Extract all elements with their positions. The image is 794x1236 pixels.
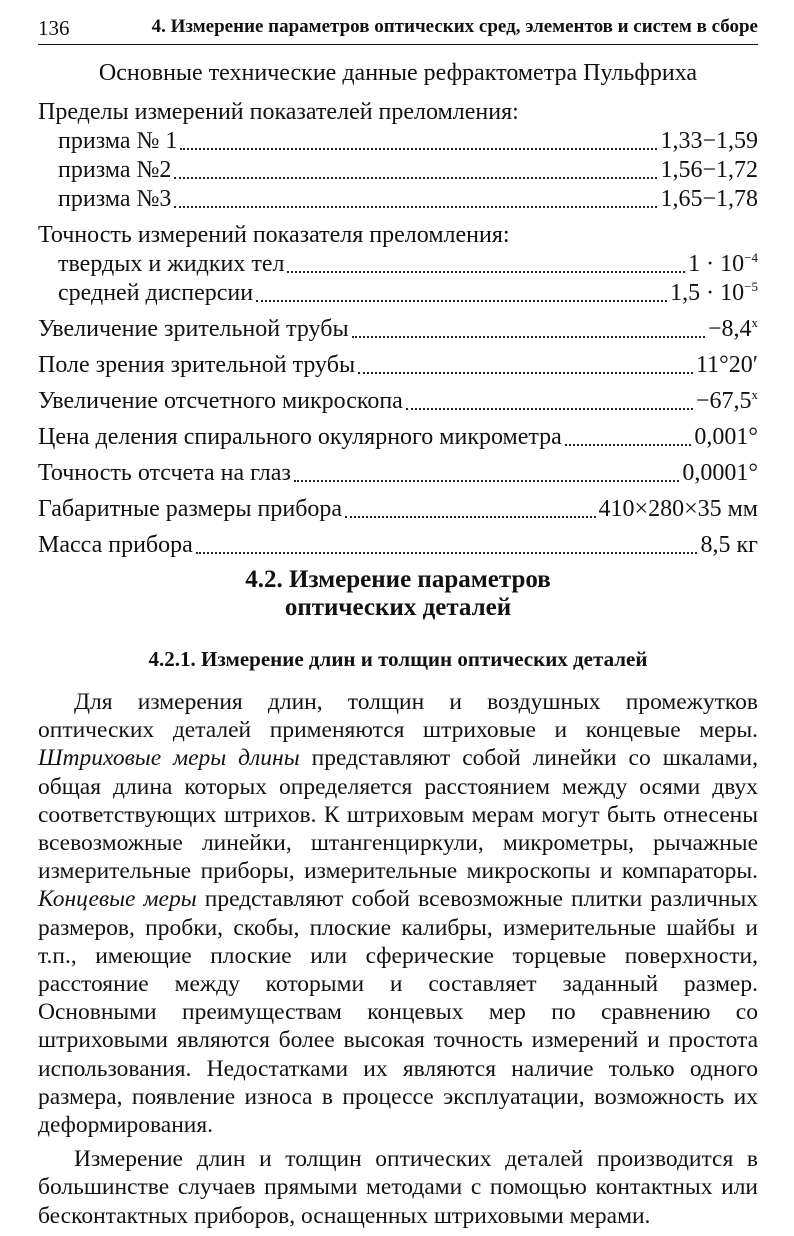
running-title: 4. Измерение параметров оптических сред, элементов и систем в сборе	[151, 16, 758, 37]
spec-row-microscope-magnification: Увеличение отсчетного микроскопа $-67,5^x$	[38, 387, 758, 414]
accuracy-group-label: Точность измерений показателя преломления:	[38, 222, 510, 248]
term-line-measures: Штриховые меры длины	[38, 745, 300, 772]
spec-row-scope-magnification: Увеличение зрительной трубы $-8,4^x$	[38, 315, 758, 342]
spec-row-mass: Масса прибора 8,5 кг	[38, 532, 758, 558]
spec-row-field-of-view: Поле зрения зрительной трубы 11°20′	[38, 352, 758, 378]
subsection-title: 4.2.1. Измерение длин и толщин оптических деталей	[148, 647, 648, 671]
specs-title: Основные технические данные рефрактометра Пульфриха	[98, 60, 698, 86]
spec-row-prism-1: призма № 1 1,33−1,59	[58, 128, 758, 154]
specs-list	[38, 98, 758, 560]
section-title-line-2: оптических деталей	[284, 594, 512, 621]
spec-row-prism-3: призма №3 1,65−1,78	[58, 186, 758, 212]
spec-row-dispersion: средней дисперсии $1,5 \cdot 10^{-5}$	[58, 279, 758, 306]
page-number: 136	[38, 16, 70, 40]
range-group-label: Пределы измерений показателей преломления:	[38, 99, 519, 125]
running-header	[38, 12, 758, 45]
spec-row-division-value: Цена деления спирального окулярного микрометра 0,001°	[38, 424, 758, 450]
section-title-line-1: 4.2. Измерение параметров	[245, 566, 551, 593]
spec-row-solid-liquid: твердых и жидких тел $1 \cdot 10^{-4}$	[58, 250, 758, 277]
paragraph-1: Для измерения длин, толщин и воздушных промежутков оптических деталей применяются штриховые и концевые меры. Штриховые меры длины представляют собой линейки со шкалами, общая длина которых определяется расстоянием между осями двух соответствующих штрихов. К штриховым мерам могут быть отнесены всевозможные линейки, штангенциркули, микрометры, рычажные измерительные приборы, измерительные микроскопы и компараторы. Концевые меры представляют собой всевозможные плитки различных размеров, пробки, скобы, плоские калибры, измерительные шайбы и т.п., имеющие плоские или сферические торцевые поверхности, расстояние между которыми и составляет заданный размер. Основными преимуществам концевых мер по сравнению со штриховыми являются более высокая точность измерений и простота использования. Недостатками их являются наличие только одного размера, появление износа в процессе эксплуатации, возможность их деформирования.	[38, 689, 758, 1139]
spec-row-reading-accuracy: Точность отсчета на глаз 0,0001°	[38, 460, 758, 486]
body-text	[38, 688, 758, 1236]
spec-row-prism-2: призма №2 1,56−1,72	[58, 157, 758, 183]
section-title	[38, 566, 758, 622]
term-end-measures: Концевые меры	[38, 886, 197, 913]
spec-row-dimensions: Габаритные размеры прибора 410×280×35 мм	[38, 496, 758, 522]
paragraph-2: Измерение длин и толщин оптических деталей производится в большинстве случаев прямыми методами с помощью контактных или бесконтактных приборов, оснащенных штриховыми мерами.	[38, 1146, 758, 1229]
